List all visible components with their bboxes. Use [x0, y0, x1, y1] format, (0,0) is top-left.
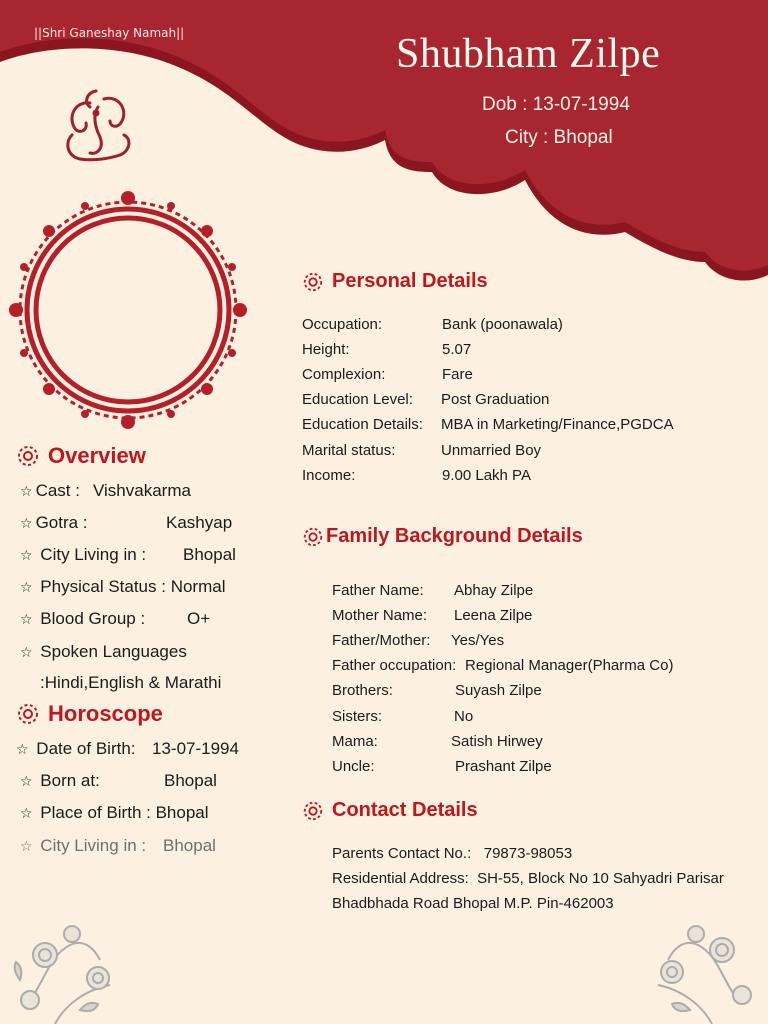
- invocation-text: ||Shri Ganeshay Namah||: [34, 26, 185, 40]
- overview-heading: [16, 443, 146, 469]
- flower-icon: [302, 800, 324, 822]
- star-icon: ☆: [20, 548, 33, 564]
- personal-details-title: Personal Details: [332, 270, 488, 292]
- candidate-name: Shubham Zilpe: [396, 31, 661, 77]
- overview-row: ☆ Gotra : Kashyap: [20, 513, 233, 532]
- star-icon: ☆: [20, 612, 33, 628]
- star-icon: ☆: [20, 645, 33, 661]
- photo-frame: [9, 191, 247, 429]
- horoscope-row: ☆ Place of Birth : Bhopal: [20, 803, 209, 822]
- rose-ornament-left: [15, 926, 110, 1024]
- flower-icon: [16, 444, 40, 468]
- contact-phone: 79873-98053: [483, 845, 573, 862]
- horoscope-row: ☆ Date of Birth: 13-07-1994: [16, 739, 239, 758]
- ganesha-icon: [68, 91, 129, 160]
- star-icon: ☆: [20, 580, 33, 596]
- star-icon: ☆: [16, 742, 29, 758]
- flower-icon: [302, 526, 324, 548]
- flower-icon: [16, 702, 40, 726]
- overview-row: ☆ Blood Group : O+: [20, 609, 211, 628]
- languages-value: :Hindi,English & Marathi: [40, 673, 222, 692]
- contact-address: SH-55, Block No 10 Sahyadri Parisar: [477, 870, 724, 887]
- biodata-page: ||Shri Ganeshay Namah|| Shubham Zilpe Dob : 13-07-1994 City : Bhopal Overview ☆ Cast : Vishvakarma ☆ Gotra : Kashyap ☆ City Living in : Bhopal ☆ Physical Status : Normal ☆ Blood Group : O+ ☆ Spoken Languages :Hindi,English & Marathi Horoscope ☆ Date of Birth: 13-07-1994 ☆ Born at: Bhopal ☆ Place of Birth : Bhopal ☆ City Living in : Bhopal Personal Details Occupation: Bank (poonawala) Height: 5.07 Complexion: Fare Education Level: Post Graduation Education Details: MBA in Marketing/Finance,PGDCA Marital status: Unmarried Boy Income: 9.00 Lakh PA Family Background Details Father Name: Abhay Zilpe Mother Name: Leena Zilpe Father/Mother: Yes/Yes Father occupation: Regional Manager(Pharma Co) Brothers: Suyash Zilpe Sisters: No Mama: Satish Hirwey Uncle: Prashant Zilpe Contact Details Parents Contact No.: 79873-98053 Residential Address: SH-55, Block No 10 Sahyadri Parisar Bhadbhada Road Bhopal M.P. Pin-462003: [0, 0, 768, 1024]
- overview-title: Overview: [48, 443, 146, 468]
- personal-details-heading: [302, 270, 488, 293]
- overview-row: ☆ Physical Status : Normal: [20, 577, 226, 596]
- overview-row: ☆ Spoken Languages: [20, 642, 187, 661]
- overview-row: ☆ City Living in : Bhopal: [20, 545, 236, 564]
- star-icon: ☆: [20, 774, 33, 790]
- rose-ornament-right: [658, 926, 751, 1024]
- overview-row: ☆ Cast : Vishvakarma: [20, 481, 191, 500]
- header-city: City : Bhopal: [505, 127, 613, 148]
- star-icon: ☆: [20, 839, 33, 855]
- star-icon: ☆: [20, 516, 33, 532]
- horoscope-row: ☆ Born at: Bhopal: [20, 771, 217, 790]
- horoscope-row: ☆ City Living in : Bhopal: [20, 836, 216, 855]
- flower-icon: [302, 271, 324, 293]
- horoscope-title: Horoscope: [48, 701, 163, 726]
- family-details-heading: [302, 525, 583, 548]
- contact-details-heading: [302, 799, 478, 822]
- star-icon: ☆: [20, 806, 33, 822]
- star-icon: ☆: [20, 484, 33, 500]
- horoscope-heading: [16, 701, 163, 727]
- header-dob: Dob : 13-07-1994: [482, 94, 630, 115]
- contact-details-title: Contact Details: [332, 799, 478, 821]
- family-details-title: Family Background Details: [326, 525, 583, 547]
